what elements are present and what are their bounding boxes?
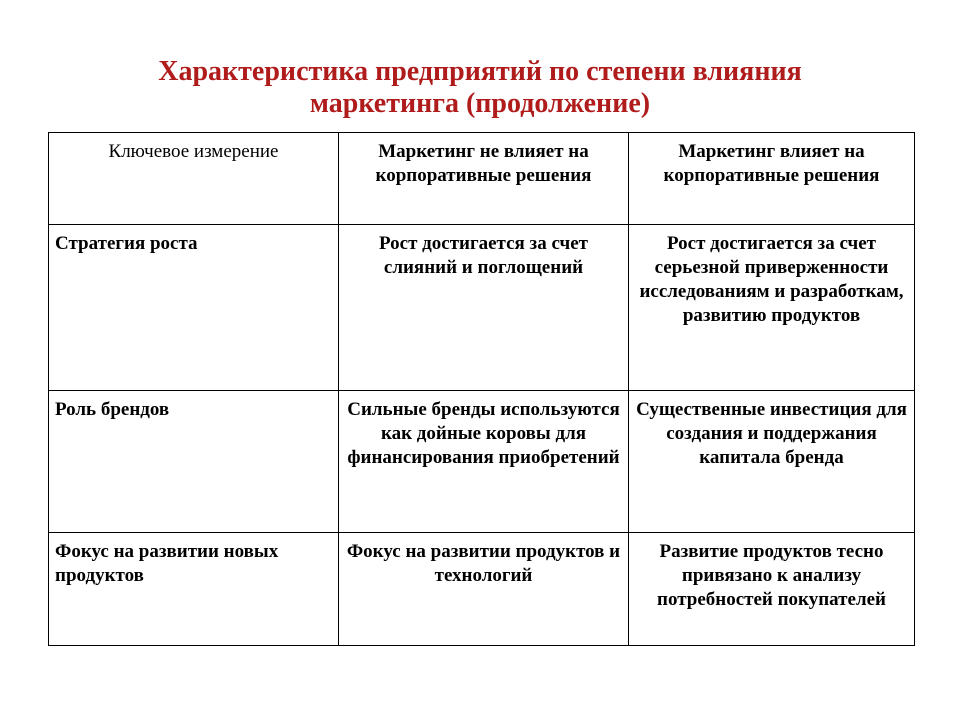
table-row bbox=[49, 391, 915, 533]
row-no-influence-cell: Сильные бренды используются как дойные коровы для финансирования приобретений bbox=[339, 391, 629, 533]
slide-title bbox=[40, 56, 920, 120]
slide-title-line-1: Характеристика предприятий по степени влияния bbox=[158, 56, 802, 87]
table-row bbox=[49, 533, 915, 646]
slide-title-line-2: маркетинга (продолжение) bbox=[309, 88, 651, 119]
row-dimension-cell: Роль брендов bbox=[49, 391, 339, 533]
table-header-row bbox=[49, 133, 915, 225]
header-no-influence: Маркетинг не влияет на корпоративные решения bbox=[339, 133, 629, 225]
row-influence-cell: Существенные инвестиция для создания и поддержания капитала бренда bbox=[629, 391, 915, 533]
header-influence: Маркетинг влияет на корпоративные решения bbox=[629, 133, 915, 225]
row-influence-cell: Развитие продуктов тесно привязано к анализу потребностей покупателей bbox=[629, 533, 915, 646]
header-key-dimension: Ключевое измерение bbox=[49, 133, 339, 225]
row-no-influence-cell: Фокус на развитии продуктов и технологий bbox=[339, 533, 629, 646]
row-dimension-cell: Фокус на развитии новых продуктов bbox=[49, 533, 339, 646]
row-no-influence-cell: Рост достигается за счет слияний и поглощений bbox=[339, 225, 629, 391]
row-dimension-cell: Стратегия роста bbox=[49, 225, 339, 391]
row-influence-cell: Рост достигается за счет серьезной приверженности исследованиям и разработкам, развитию продуктов bbox=[629, 225, 915, 391]
table-row bbox=[49, 225, 915, 391]
comparison-table bbox=[48, 132, 915, 646]
